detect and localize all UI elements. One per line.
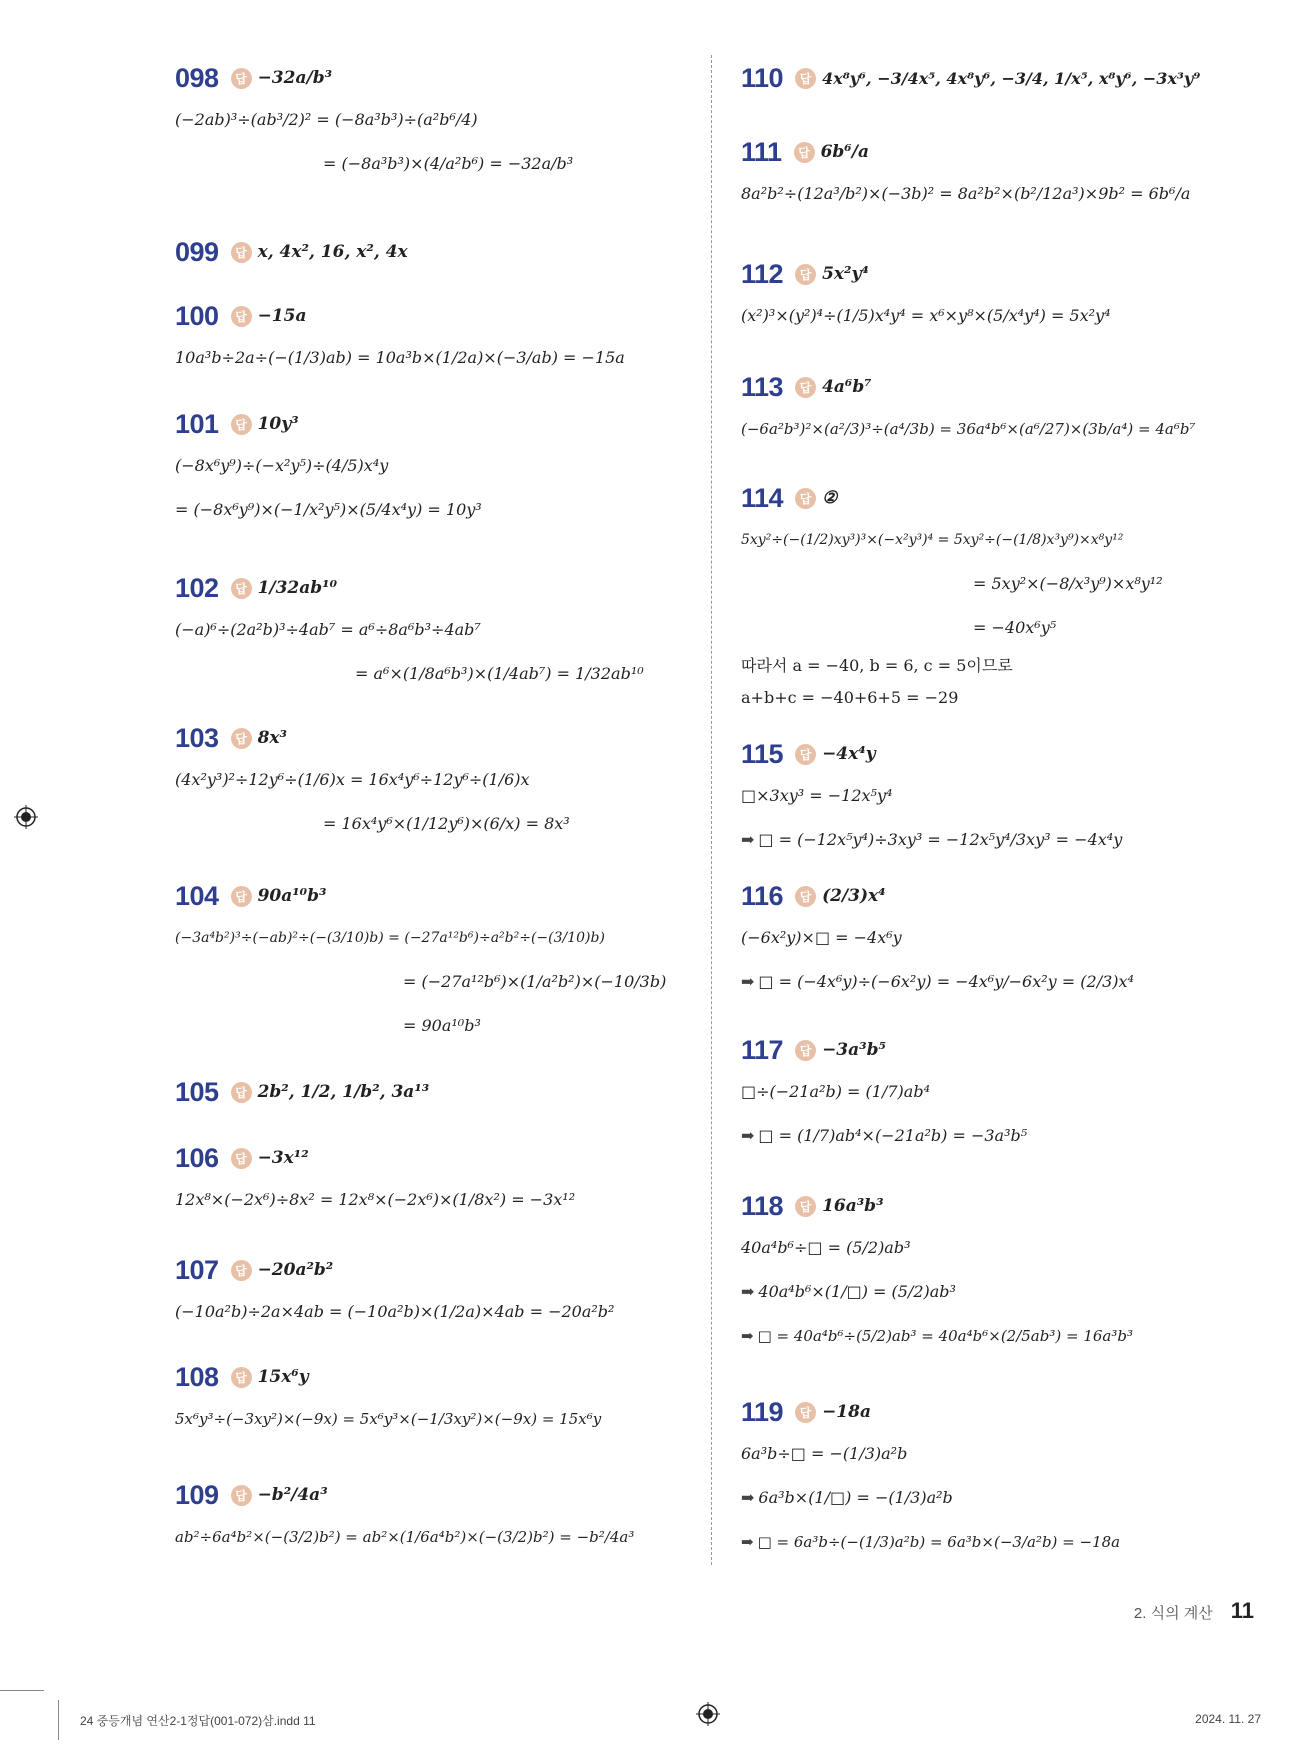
solution-line: □ = (−12x⁵y⁴)÷3xy³ = −12x⁵y⁴/3xy³ = −4x⁴y xyxy=(758,830,1123,849)
solution-line: (−6x²y)×□ = −4x⁶y xyxy=(741,928,902,947)
problem-109 xyxy=(175,1475,695,1559)
solution-line: = 5xy²×(−8/x³y⁹)×x⁸y¹² xyxy=(973,574,1163,593)
problem-number: 102 xyxy=(175,572,219,603)
file-info: 24 중등개념 연산2-1정답(001-072)삼.indd 11 xyxy=(80,1714,316,1728)
problem-number: 108 xyxy=(175,1361,219,1392)
solution-line: □÷(−21a²b) = (1/7)ab⁴ xyxy=(741,1082,930,1101)
problem-number: 117 xyxy=(741,1034,784,1065)
problem-106 xyxy=(175,1138,695,1222)
solution-line: □ = (1/7)ab⁴×(−21a²b) = −3a³b⁵ xyxy=(758,1126,1028,1145)
answer: −18a xyxy=(822,1402,871,1422)
page-number: 11 xyxy=(1230,1598,1254,1623)
problem-number: 115 xyxy=(741,738,784,769)
answer-badge-icon: 답 xyxy=(795,1040,816,1061)
answer: −b²/4a³ xyxy=(257,1485,328,1505)
arrow-right-icon: ➡ xyxy=(741,1327,754,1345)
solution-line: = (−8a³b³)×(4/a²b⁶) = −32a/b³ xyxy=(323,154,574,173)
solution-line: □ = 6a³b÷(−(1/3)a²b) = 6a³b×(−3/a²b) = −18a xyxy=(757,1533,1121,1551)
solution-line: □ = 40a⁴b⁶÷(5/2)ab³ = 40a⁴b⁶×(2/5ab³) = 16a³b³ xyxy=(757,1327,1133,1345)
solution-line: ab²÷6a⁴b²×(−(3/2)b²) = ab²×(1/6a⁴b²)×(−(3/2)b²) = −b²/4a³ xyxy=(175,1528,635,1546)
solution-line: = a⁶×(1/8a⁶b³)×(1/4ab⁷) = 1/32ab¹⁰ xyxy=(355,664,644,683)
answer-badge-icon: 답 xyxy=(231,1367,252,1388)
solution-line: (4x²y³)²÷12y⁶÷(1/6)x = 16x⁴y⁶÷12y⁶÷(1/6)x xyxy=(175,770,530,789)
problem-107 xyxy=(175,1250,695,1334)
problem-119 xyxy=(741,1392,1261,1564)
answer-badge-icon: 답 xyxy=(795,886,816,907)
problem-number: 099 xyxy=(175,236,219,267)
answer-badge-icon: 답 xyxy=(231,578,252,599)
problem-102 xyxy=(175,568,695,696)
problem-116 xyxy=(741,876,1261,1004)
arrow-right-icon: ➡ xyxy=(741,830,755,849)
problem-103 xyxy=(175,718,695,846)
answer-badge-icon: 답 xyxy=(795,377,816,398)
answer-badge-icon: 답 xyxy=(795,488,816,509)
solution-line: (−3a⁴b²)³÷(−ab)²÷(−(3/10)b) = (−27a¹²b⁶)÷a²b²÷(−(3/10)b) xyxy=(175,930,605,946)
answer-badge-icon: 답 xyxy=(231,1260,252,1281)
problem-number: 105 xyxy=(175,1076,219,1107)
answer: −3x¹² xyxy=(257,1148,309,1168)
solution-line: = (−27a¹²b⁶)×(1/a²b²)×(−10/3b) xyxy=(403,972,667,991)
page-footer xyxy=(1134,1598,1254,1624)
answer: 4x⁸y⁶, −3/4x⁵, 4x⁸y⁶, −3/4, 1/x⁵, x⁸y⁶, −3x³y⁹ xyxy=(822,68,1201,88)
problem-number: 109 xyxy=(175,1479,219,1510)
answer: 5x²y⁴ xyxy=(822,264,869,284)
solution-line: 10a³b÷2a÷(−(1/3)ab) = 10a³b×(1/2a)×(−3/ab) = −15a xyxy=(175,348,625,367)
answer: −3a³b⁵ xyxy=(822,1040,886,1060)
solution-line: 8a²b²÷(12a³/b²)×(−3b)² = 8a²b²×(b²/12a³)×9b² = 6b⁶/a xyxy=(741,184,1191,203)
answer-badge-icon: 답 xyxy=(231,68,252,89)
answer: 1/32ab¹⁰ xyxy=(257,578,338,598)
problem-number: 110 xyxy=(741,62,784,93)
solution-line: (−8x⁶y⁹)÷(−x²y⁵)÷(4/5)x⁴y xyxy=(175,456,389,475)
arrow-right-icon: ➡ xyxy=(741,1488,755,1507)
answer-badge-icon: 답 xyxy=(231,1485,252,1506)
answer-badge-icon: 답 xyxy=(231,728,252,749)
answer: 8x³ xyxy=(257,728,287,748)
column-divider xyxy=(711,55,712,1565)
answer: 10y³ xyxy=(257,414,299,434)
conclusion-line: a+b+c = −40+6+5 = −29 xyxy=(741,688,959,707)
problem-115 xyxy=(741,734,1261,862)
solution-line: 5xy²÷(−(1/2)xy³)³×(−x²y³)⁴ = 5xy²÷(−(1/8)x³y⁹)×x⁸y¹² xyxy=(741,532,1124,548)
arrow-right-icon: ➡ xyxy=(741,1126,755,1145)
answer-badge-icon: 답 xyxy=(795,744,816,765)
problem-number: 103 xyxy=(175,722,219,753)
answer-badge-icon: 답 xyxy=(795,1196,816,1217)
answer: x, 4x², 16, x², 4x xyxy=(257,242,408,262)
registration-mark-icon xyxy=(14,805,38,829)
problem-number: 106 xyxy=(175,1142,219,1173)
crop-mark xyxy=(58,1700,59,1740)
answer: −4x⁴y xyxy=(822,744,876,764)
problem-number: 118 xyxy=(741,1190,784,1221)
problem-number: 112 xyxy=(741,258,784,289)
solution-line: = −40x⁶y⁵ xyxy=(973,618,1057,637)
problem-113 xyxy=(741,367,1261,451)
problem-104 xyxy=(175,876,695,1048)
crop-mark xyxy=(0,1690,44,1691)
answer: −32a/b³ xyxy=(257,68,333,88)
answer: (2/3)x⁴ xyxy=(822,886,886,906)
answer-badge-icon: 답 xyxy=(231,306,252,327)
answer: 4a⁶b⁷ xyxy=(822,377,872,397)
solution-line: = 16x⁴y⁶×(1/12y⁶)×(6/x) = 8x³ xyxy=(323,814,570,833)
chapter-label: 2. 식의 계산 xyxy=(1133,1605,1213,1622)
problem-112 xyxy=(741,254,1261,338)
answer-badge-icon: 답 xyxy=(231,242,252,263)
arrow-right-icon: ➡ xyxy=(741,1533,754,1551)
problem-114 xyxy=(741,478,1261,714)
answer: ② xyxy=(822,488,838,508)
solution-line: (x²)³×(y²)⁴÷(1/5)x⁴y⁴ = x⁶×y⁸×(5/x⁴y⁴) = 5x²y⁴ xyxy=(741,306,1111,325)
problem-number: 114 xyxy=(741,482,784,513)
problem-108 xyxy=(175,1357,695,1441)
solution-line: = (−8x⁶y⁹)×(−1/x²y⁵)×(5/4x⁴y) = 10y³ xyxy=(175,500,482,519)
arrow-right-icon: ➡ xyxy=(741,1282,755,1301)
problem-number: 107 xyxy=(175,1254,219,1285)
solution-line: □ = (−4x⁶y)÷(−6x²y) = −4x⁶y/−6x²y = (2/3)x⁴ xyxy=(758,972,1134,991)
solution-line: (−6a²b³)²×(a²/3)³÷(a⁴/3b) = 36a⁴b⁶×(a⁶/27)×(3b/a⁴) = 4a⁶b⁷ xyxy=(741,420,1196,438)
problem-098 xyxy=(175,58,695,186)
solution-line: 40a⁴b⁶×(1/□) = (5/2)ab³ xyxy=(758,1282,956,1301)
problem-number: 104 xyxy=(175,880,219,911)
solution-line: 6a³b×(1/□) = −(1/3)a²b xyxy=(758,1488,953,1507)
problem-number: 100 xyxy=(175,300,219,331)
problem-110 xyxy=(741,58,1261,98)
problem-118 xyxy=(741,1186,1261,1358)
answer: 6b⁶/a xyxy=(820,142,869,162)
solution-line: 5x⁶y³÷(−3xy²)×(−9x) = 5x⁶y³×(−1/3xy²)×(−9x) = 15x⁶y xyxy=(175,1410,602,1428)
answer: 16a³b³ xyxy=(822,1196,884,1216)
problem-number: 098 xyxy=(175,62,219,93)
solution-line: (−a)⁶÷(2a²b)³÷4ab⁷ = a⁶÷8a⁶b³÷4ab⁷ xyxy=(175,620,481,639)
registration-mark-icon xyxy=(696,1702,720,1726)
problem-number: 111 xyxy=(741,136,782,167)
solution-line: 12x⁸×(−2x⁶)÷8x² = 12x⁸×(−2x⁶)×(1/8x²) = −3x¹² xyxy=(175,1190,576,1209)
conclusion-line: 따라서 a = −40, b = 6, c = 5이므로 xyxy=(741,656,1013,675)
answer: 2b², 1/2, 1/b², 3a¹³ xyxy=(257,1082,430,1102)
print-date: 2024. 11. 27 xyxy=(1195,1712,1261,1726)
problem-number: 113 xyxy=(741,371,784,402)
problem-number: 116 xyxy=(741,880,784,911)
problem-number: 119 xyxy=(741,1396,784,1427)
problem-number: 101 xyxy=(175,408,219,439)
answer-badge-icon: 답 xyxy=(231,1148,252,1169)
problem-100 xyxy=(175,296,695,380)
answer: 15x⁶y xyxy=(257,1367,309,1387)
arrow-right-icon: ➡ xyxy=(741,972,755,991)
answer-badge-icon: 답 xyxy=(795,264,816,285)
answer-badge-icon: 답 xyxy=(795,1402,816,1423)
answer-badge-icon: 답 xyxy=(231,886,252,907)
answer: 90a¹⁰b³ xyxy=(257,886,327,906)
answer-badge-icon: 답 xyxy=(795,68,816,89)
problem-117 xyxy=(741,1030,1261,1158)
solution-line: 6a³b÷□ = −(1/3)a²b xyxy=(741,1444,908,1463)
solution-line: (−10a²b)÷2a×4ab = (−10a²b)×(1/2a)×4ab = −20a²b² xyxy=(175,1302,615,1321)
answer: −15a xyxy=(257,306,307,326)
problem-105 xyxy=(175,1072,695,1112)
answer: −20a²b² xyxy=(257,1260,334,1280)
problem-099 xyxy=(175,232,695,272)
solution-line: (−2ab)³÷(ab³/2)² = (−8a³b³)÷(a²b⁶/4) xyxy=(175,110,478,129)
solution-line: □×3xy³ = −12x⁵y⁴ xyxy=(741,786,893,805)
solution-line: 40a⁴b⁶÷□ = (5/2)ab³ xyxy=(741,1238,911,1257)
answer-badge-icon: 답 xyxy=(231,414,252,435)
solution-line: = 90a¹⁰b³ xyxy=(403,1016,481,1035)
answer-badge-icon: 답 xyxy=(231,1082,252,1103)
answer-badge-icon: 답 xyxy=(794,142,815,163)
problem-101 xyxy=(175,404,695,532)
problem-111 xyxy=(741,132,1261,216)
